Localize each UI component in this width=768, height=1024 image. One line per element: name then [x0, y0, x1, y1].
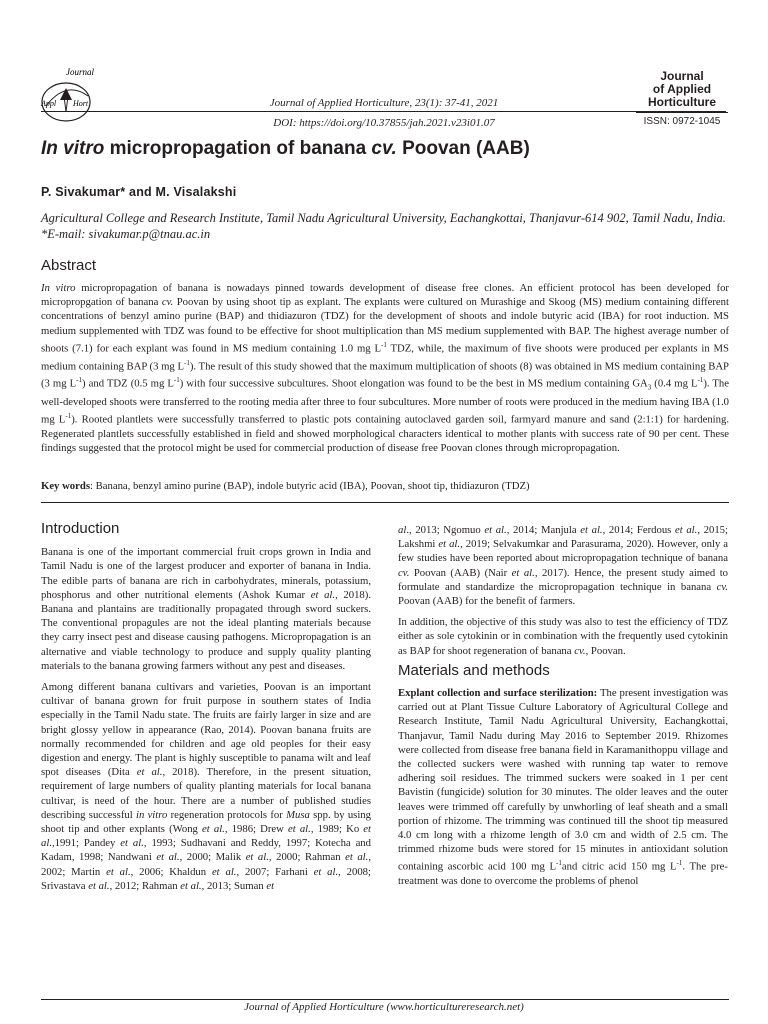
journal-block-line: Horticulture	[647, 95, 716, 109]
journal-block-line: Journal	[660, 69, 704, 83]
issn: ISSN: 0972-1045	[643, 116, 721, 127]
abstract-heading: Abstract	[41, 257, 97, 274]
right-column	[398, 523, 728, 888]
footer-journal-url: Journal of Applied Horticulture (www.horticultureresearch.net)	[244, 1001, 524, 1013]
title-text: micropropagation of banana	[104, 138, 372, 159]
logo-text-right: Hort	[73, 99, 89, 108]
journal-reference: Journal of Applied Horticulture, 23(1): 37-41, 2021	[269, 97, 499, 109]
keywords	[41, 479, 729, 493]
abstract-body: In vitro micropropagation of banana is nowadays pinned towards development of disease free clones. An efficient protocol has been developed for micropropgation of banana cv. Poovan by using shoot tip as explant. The explants were cultured on Murashige and Skoog (MS) medium containing different concentrations of benzyl amino purine (BAP) and thidiazuron (TDZ) for the development of shoots and indole butyric acid (IBA) for root induction. MS medium supplemented with TDZ was found to be effective for shoot multiplication than MS medium supplemented with BAP. The highest average number of shoots (7.1) for each explant was found in MS medium containing 1.0 mg $L^{-1}$ TDZ, while, the maximum of five shoots were produced per explants in MS medium containing BAP (3 mg $L^{-1}$). The result of this study showed that the maximum multiplication of shoots (8) was obtained in MS medium containing BAP (3 mg $L^{-1}$) and TDZ (0.5 mg $L^{-1}$) with four successive subcultures. Shoot elongation was found to be the best in MS medium containing $GA_3$ (0.4 mg $L^{-1}$). The well-developed shoots were transferred to the rooting media after three to four subcultures. More number of roots were produced in the medium having IBA (1.0 mg $L^{-1}$). Rooted plantlets were successfully transferred to plastic pots containing autoclaved garden soil, farmyard manure and sand (2:1:1) for hardening. Regenerated plantlets successfully established in field and showed morphological characters identical to mother plants with success rate of 90 per cent. These findings suggested that the protocol might be used for commercial production of disease free Poovan clones through micropropagation.	[41, 282, 730, 455]
journal-block-rule	[636, 112, 728, 113]
keywords-list: : Banana, benzyl amino purine (BAP), indole butyric acid (IBA), Poovan, shoot tip, thidiazuron (TDZ)	[89, 480, 530, 492]
journal-block-line: of Applied	[652, 82, 712, 96]
left-column	[41, 522, 371, 893]
introduction-paragraph-2: Among different banana cultivars and varieties, Poovan is an important cultivar of banana grown for fruit purpose in southern states of India especially in the Tamil Nadu state. The fruits are fairly larger in size and are bright glossy yellow in appearance (Rao, 2014). Poovan banana fruits are normally recommended for children and age old peoples for their easy digestion and energy. The plant is highly susceptible to panama wilt and leaf spot diseases (Dita et al., 2018). Therefore, in the present situation, requirement of large numbers of quality planting materials for local banana cultivar, is need of the hour. There are a number of published studies describing successful in vitro regeneration protocols for Musa spp. by using shoot tip and other explants (Wong et al., 1986; Drew et al., 1989; Ko et al.,1991; Pandey et al., 1993; Sudhavani and Reddy, 1997; Kotecha and Kadam, 1998; Nandwani et al., 2000; Malik et al., 2000; Rahman et al., 2002; Martin et al., 2006; Khaldun et al., 2007; Farhani et al., 2008; Srivastava et al., 2012; Rahman et al., 2013; Suman et	[41, 681, 371, 892]
title-italic: In vitro	[41, 138, 105, 159]
footer-divider	[41, 999, 729, 1000]
keywords-label: Key words	[41, 480, 90, 492]
abstract-divider	[41, 502, 729, 503]
paper-title	[41, 138, 530, 160]
journal-title-block	[634, 70, 730, 128]
logo-text-left: Appl	[41, 99, 57, 108]
title-cv: cv.	[371, 138, 397, 159]
introduction-paragraph-1: Banana is one of the important commercial fruit crops grown in India and Tamil Nadu is one of the largest producer and exporter of banana in India. The edible parts of banana are rich in carbohydrates, minerals, potassium, phosphorus and other nutritional elements (Ashok Kumar et al., 2018). Banana and plantains are traditionally propagated through sword suckers. The conventional propagules are not the ideal planting materials because they carry insect pest and disease causing pathogens. Micropropagation is an alternative and viable technology to produce and supply quality planting materials to the banana growing farmers without any pest and diseases.	[41, 546, 371, 672]
materials-methods-heading: Materials and methods	[398, 661, 550, 679]
right-paragraph-2: In addition, the objective of this study was also to test the efficiency of TDZ either as sole cytokinin or in combination with the frequently used cytokinin as BAP for shoot regeneration of banana cv., Poovan.	[398, 616, 728, 657]
logo-text-top: Journal	[66, 67, 94, 77]
introduction-heading: Introduction	[41, 520, 120, 537]
affiliation: Agricultural College and Research Institute, Tamil Nadu Agricultural University, Eachangkottai, Thanjavur-614 902, Tamil Nadu, India. *E-mail: sivakumar.p@tnau.ac.in	[41, 211, 726, 241]
authors: P. Sivakumar* and M. Visalakshi	[41, 185, 237, 199]
right-paragraph-1: al., 2013; Ngomuo et al., 2014; Manjula et al., 2014; Ferdous et al., 2015; Lakshmi et al., 2019; Selvakumkar and Parasurama, 2020). However, only a few studies have been reported about micropropagation technique of banana cv. Poovan (AAB) (Nair et al., 2017). Hence, the present study aimed to formulate and standardize the micropropagation technique in banana cv. Poovan (AAB) for the benefit of farmers.	[398, 524, 729, 608]
materials-paragraph-1: Explant collection and surface sterilization: The present investigation was carried out at Plant Tissue Culture Laboratory of Agricultural College and Research Institute, Tamil Nadu Agricultural University, Eachangkottai, Thanjavur, Tamil Nadu during May 2016 to September 2019. Rhizomes were collected from disease free banana field in Karamanithoppu village and the collected suckers were washed with running tap water to remove adhering soil residues. The trimmed suckers were soaked in 1 per cent Bavistin (fungicide) solution for 30 minutes. The older leaves and the outer leaves were trimmed off carefully by unwhorling of leaf sheath and a small portion of rhizome. The trimming was continued till the shoot tip measured 4.0 cm long with a rhizome length of 3.0 cm and width of 2.5 cm. The trimmed rhizome buds were stored for 15 minutes in antioxidant solution containing ascorbic acid 100 mg $L^{-1}and$ citric acid 150 mg $L^{-1}$. The pre-treatment was done to overcome the problems of phenol	[398, 687, 729, 888]
header-divider	[41, 111, 726, 112]
title-text-end: Poovan (AAB)	[396, 138, 530, 159]
doi-link[interactable]: DOI: https://doi.org/10.37855/jah.2021.v23i01.07	[273, 117, 495, 129]
